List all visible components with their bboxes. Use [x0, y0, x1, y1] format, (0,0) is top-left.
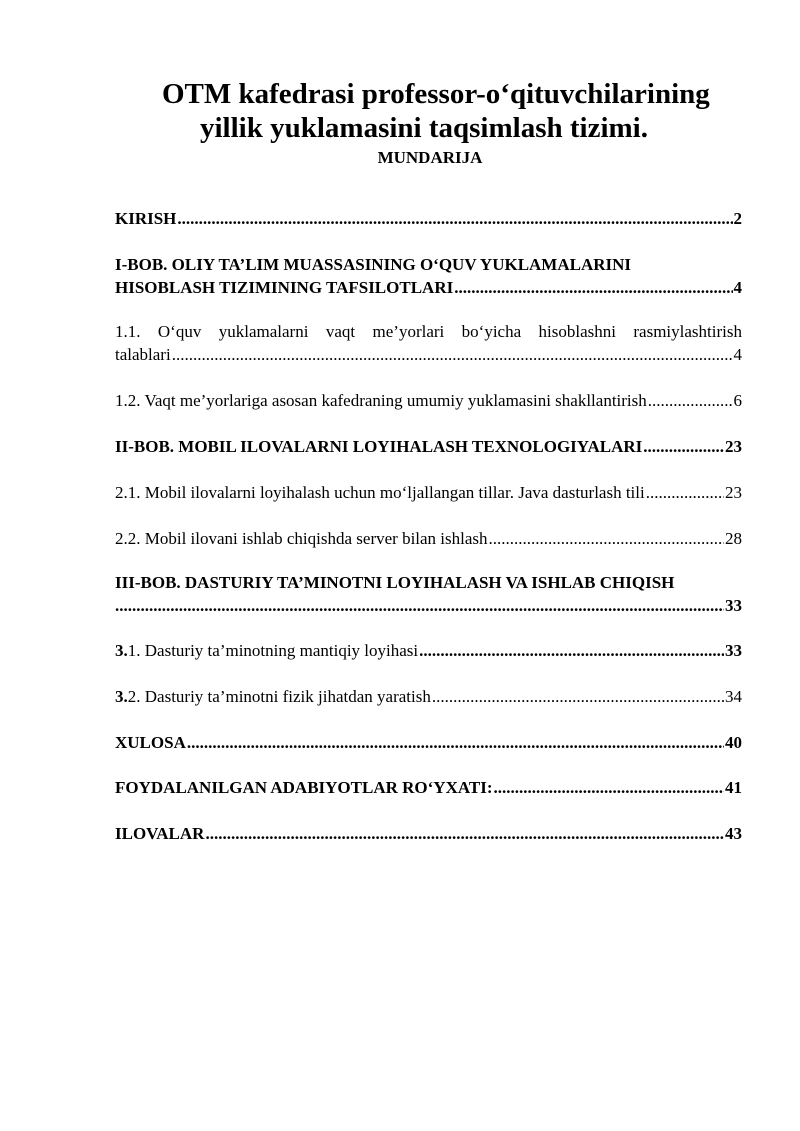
toc-entry-references[interactable]	[115, 776, 742, 799]
dot-leader	[177, 207, 732, 230]
dot-leader	[643, 435, 724, 458]
toc-entry-title: ILOVALAR	[115, 824, 205, 843]
dot-leader	[172, 343, 733, 366]
toc-entry-title-cont: HISOBLASH TIZIMINING TAFSILOTLARI	[115, 278, 454, 297]
toc-entry-chapter-1[interactable]	[115, 253, 742, 299]
toc-entry-title: 2. Dasturiy ta’minotni fizik jihatdan yaratish	[127, 687, 431, 706]
toc-page-number: 41	[725, 778, 742, 797]
toc-entry-title: I-BOB. OLIY TA’LIM MUASSASINING O‘QUV YUKLAMALARINI	[115, 255, 632, 274]
toc-page-number: 33	[725, 596, 742, 615]
dot-leader	[646, 481, 724, 504]
document-title-line-1: OTM kafedrasi professor-o‘qituvchilarining	[162, 78, 710, 110]
toc-entry-title: FOYDALANILGAN ADABIYOTLAR RO‘YXATI:	[115, 778, 493, 797]
document-title-line-2: yillik yuklamasini taqsimlash tizimi.	[200, 112, 648, 144]
toc-page-number: 34	[725, 687, 742, 706]
toc-entry-title: 1. Dasturiy ta’minotning mantiqiy loyihasi	[127, 641, 419, 660]
toc-entry-section-1-1[interactable]	[115, 320, 742, 366]
toc-page-number: 6	[733, 391, 742, 410]
toc-entry-ilovalar[interactable]	[115, 822, 742, 845]
toc-section-number: 3.	[115, 641, 128, 660]
toc-page-number: 43	[725, 824, 742, 843]
toc-entry-chapter-2[interactable]	[115, 435, 742, 458]
toc-page-number: 4	[733, 345, 742, 364]
dot-leader	[187, 731, 724, 754]
toc-entry-section-3-2[interactable]	[115, 685, 742, 708]
dot-leader	[115, 594, 724, 617]
toc-entry-title: 2.1. Mobil ilovalarni loyihalash uchun mo‘ljallangan tillar. Java dasturlash tili	[115, 483, 645, 502]
toc-entry-chapter-3[interactable]	[115, 571, 742, 617]
toc-entry-title: KIRISH	[115, 209, 177, 228]
toc-entry-kirish[interactable]	[115, 207, 742, 230]
dot-leader	[494, 776, 725, 799]
toc-entry-title: III-BOB. DASTURIY TA’MINOTNI LOYIHALASH VA ISHLAB CHIQISH	[115, 573, 675, 592]
toc-entry-section-3-1[interactable]	[115, 639, 742, 662]
dot-leader	[205, 822, 724, 845]
toc-entry-xulosa[interactable]	[115, 731, 742, 754]
dot-leader	[648, 389, 733, 412]
toc-entry-title: 2.2. Mobil ilovani ishlab chiqishda server bilan ishlash	[115, 529, 488, 548]
toc-entry-section-1-2[interactable]	[115, 389, 742, 412]
dot-leader	[489, 527, 724, 550]
toc-entry-section-2-1[interactable]	[115, 481, 742, 504]
toc-entry-title: II-BOB. MOBIL ILOVALARNI LOYIHALASH TEXNOLOGIYALARI	[115, 437, 643, 456]
toc-entry-title-wrap	[115, 639, 418, 662]
toc-entry-title-wrap	[115, 685, 431, 708]
toc-page-number: 4	[733, 278, 742, 297]
toc-page-number: 33	[725, 641, 742, 660]
dot-leader	[454, 276, 732, 299]
toc-entry-section-2-2[interactable]	[115, 527, 742, 550]
dot-leader	[419, 639, 724, 662]
toc-page-number: 23	[725, 437, 742, 456]
toc-entry-title: XULOSA	[115, 733, 186, 752]
toc-entry-title-cont: talablari	[115, 345, 171, 364]
toc-page-number: 23	[725, 483, 742, 502]
toc-page-number: 2	[733, 209, 742, 228]
toc-heading: MUNDARIJA	[377, 148, 483, 167]
toc-entry-title: 1.2. Vaqt me’yorlariga asosan kafedraning umumiy yuklamasini shakllantirish	[115, 391, 647, 410]
toc-page-number: 28	[725, 529, 742, 548]
toc-section-number: 3.	[115, 687, 128, 706]
dot-leader	[432, 685, 724, 708]
toc-entry-title: 1.1. O‘quv yuklamalarni vaqt me’yorlari bo‘yicha hisoblashni rasmiylashtirish	[115, 322, 742, 341]
toc-page-number: 40	[725, 733, 742, 752]
